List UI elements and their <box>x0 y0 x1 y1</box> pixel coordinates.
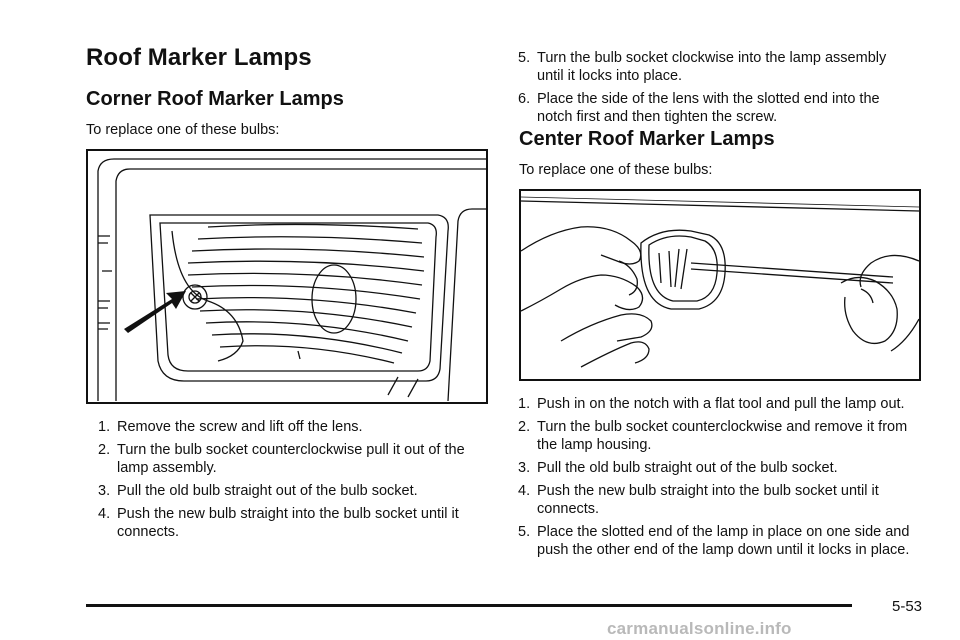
corner-steps-continued-list <box>506 49 916 131</box>
list-item: 1. Push in on the notch with a flat tool and pull the lamp out. <box>518 396 905 412</box>
center-steps-list <box>506 395 916 564</box>
corner-lamp-illustration <box>86 149 488 404</box>
list-item: 4. Push the new bulb straight into the bulb socket until it connects. <box>518 483 879 517</box>
list-item: 6. Place the side of the lens with the slotted end into the notch first and then tighten the screw. <box>518 91 880 125</box>
corner-section-heading: Corner Roof Marker Lamps <box>86 88 344 110</box>
list-item: 5. Place the slotted end of the lamp in place on one side and push the other end of the lamp down until it locks in place. <box>518 524 910 558</box>
watermark: carmanualsonline.info <box>607 619 792 638</box>
list-item: 2. Turn the bulb socket counterclockwise pull it out of the lamp assembly. <box>98 442 465 476</box>
list-item: 1. Remove the screw and lift off the lens. <box>98 419 363 435</box>
footer-rule <box>86 604 852 607</box>
list-item: 5. Turn the bulb socket clockwise into the lamp assembly until it locks into place. <box>518 50 887 84</box>
center-lamp-illustration <box>519 189 921 381</box>
corner-section-intro: To replace one of these bulbs: <box>86 122 280 138</box>
corner-steps-list <box>86 418 491 546</box>
list-item: 3. Pull the old bulb straight out of the bulb socket. <box>518 460 838 476</box>
list-item: 4. Push the new bulb straight into the bulb socket until it connects. <box>98 506 459 540</box>
center-section-heading: Center Roof Marker Lamps <box>519 128 775 150</box>
page-title: Roof Marker Lamps <box>86 44 312 71</box>
page-number: 5-53 <box>892 598 923 615</box>
list-item: 3. Pull the old bulb straight out of the bulb socket. <box>98 483 418 499</box>
list-item: 2. Turn the bulb socket counterclockwise and remove it from the lamp housing. <box>518 419 908 453</box>
center-section-intro: To replace one of these bulbs: <box>519 162 713 178</box>
